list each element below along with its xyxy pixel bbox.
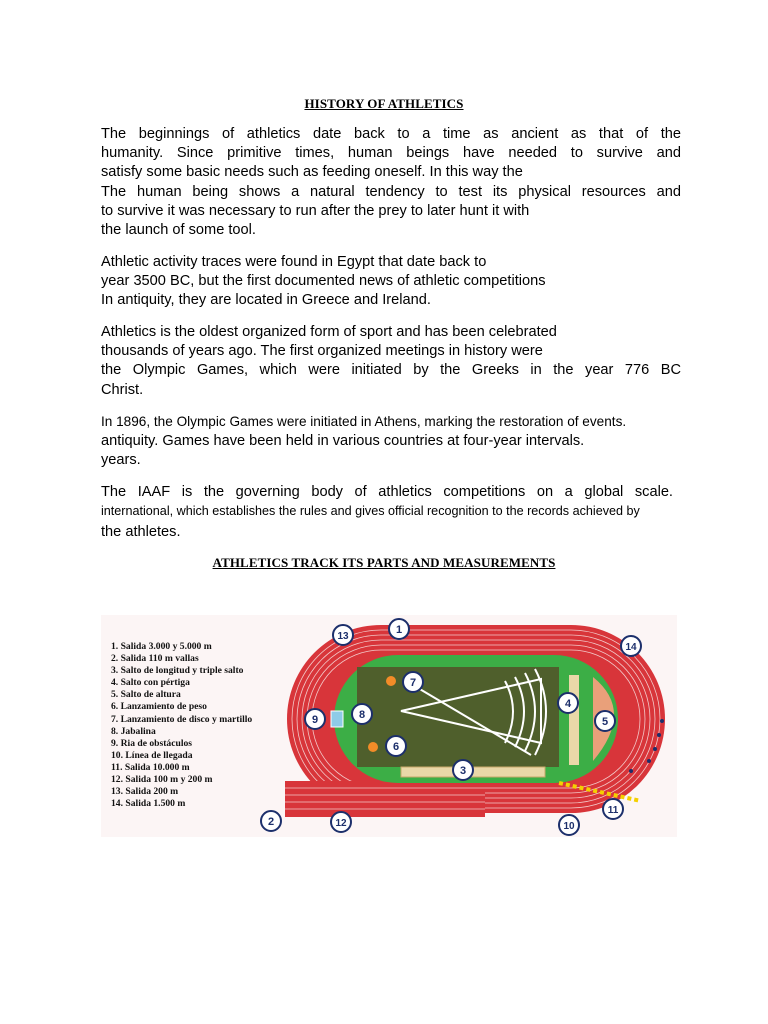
marker-label: 2 [267,816,275,828]
legend-item: 11. Salida 10.000 m [111,761,190,773]
text-line: years. [101,452,141,469]
text-line: Christ. [101,381,144,398]
pole-vault-runway [569,675,579,765]
text-line: The IAAF is the governing body of athletics competitions on a global scale. [101,484,673,500]
marker-11 [603,799,623,819]
legend-item: 4. Salto con pértiga [111,677,190,689]
marker-label: 8 [358,709,366,721]
paragraph-5 [101,483,691,543]
discus-circle [386,676,396,686]
paragraph-1 [101,125,681,240]
marker-label: 3 [459,765,467,777]
marker-2 [261,811,281,831]
marker-label: 5 [601,716,609,728]
text-line: The beginnings of athletics date back to a time as ancient as that of the [101,126,681,142]
legend-item: 14. Salida 1.500 m [111,798,186,810]
shot-put-circle [368,742,378,752]
marker-label: 9 [311,714,319,726]
paragraph-2 [101,253,681,311]
marker-13 [333,625,353,645]
marker-14 [621,636,641,656]
legend-item: 8. Jabalina [111,725,156,737]
marker-10 [559,815,579,835]
text-line: The human being shows a natural tendency to test its physical resources and [101,183,681,200]
text-line: humanity. Since primitive times, human beings have needed to survive and [101,145,681,162]
legend-item: 3. Salto de longitud y triple salto [111,665,244,677]
paragraph-3 [101,323,681,400]
marker-label: 6 [392,741,400,753]
legend-item: 1. Salida 3.000 y 5.000 m [111,641,212,652]
marker-12 [331,812,351,832]
marker-label: 14 [625,642,637,653]
marker-label: 12 [335,818,347,829]
text-line: the launch of some tool. [101,222,256,239]
track-diagram [101,615,677,837]
marker-1 [389,619,409,639]
legend-item: 2. Salida 110 m vallas [111,653,199,665]
text-line: the Olympic Games, which were initiated by the Greeks in the year 776 BC [101,362,681,379]
page-title: HISTORY OF ATHLETICS [304,96,464,111]
marker-6 [386,736,406,756]
marker-label: 4 [564,698,572,710]
text-line: the athletes. [101,524,181,541]
marker-5 [595,711,615,731]
marker-3 [453,760,473,780]
text-line: year 3500 BC, but the first documented news of athletic competitions [101,273,546,290]
legend-item: 6. Lanzamiento de peso [111,701,207,713]
legend-item: 10. Línea de llegada [111,749,193,761]
track-figure [101,615,677,837]
legend-item: 5. Salto de altura [111,689,181,701]
legend-item: 12. Salida 100 m y 200 m [111,774,213,786]
paragraph-4 [101,412,681,471]
sprint-straight [285,781,485,817]
marker-label: 7 [409,677,417,689]
marker-label: 1 [395,624,403,636]
marker-label: 13 [337,631,349,642]
marker-9 [305,709,325,729]
text-line: In 1896, the Olympic Games were initiated in Athens, marking the restoration of events. [101,414,627,429]
text-line: In antiquity, they are located in Greece and Ireland. [101,292,431,309]
legend-item: 9. Ria de obstáculos [111,737,193,749]
marker-label: 10 [563,821,575,832]
text-line: satisfy some basic needs such as feeding oneself. In this way the [101,164,523,181]
legend-item: 7. Lanzamiento de disco y martillo [111,713,253,725]
text-line: international, which establishes the rules and gives official recognition to the records achieved by [101,504,640,519]
water-jump [331,711,343,727]
marker-label: 11 [607,805,619,816]
text-line: Athletic activity traces were found in Egypt that date back to [101,254,487,270]
legend-item: 13. Salida 200 m [111,786,179,798]
marker-7 [403,672,423,692]
text-line: thousands of years ago. The first organized meetings in history were [101,343,543,360]
text-line: Athletics is the oldest organized form of sport and has been celebrated [101,324,557,340]
text-line: antiquity. Games have been held in various countries at four-year intervals. [101,433,585,450]
section-title: ATHLETICS TRACK ITS PARTS AND MEASUREMENTS [212,555,556,570]
marker-4 [558,693,578,713]
text-line: to survive it was necessary to run after the prey to later hunt it with [101,202,530,219]
marker-8 [352,704,372,724]
